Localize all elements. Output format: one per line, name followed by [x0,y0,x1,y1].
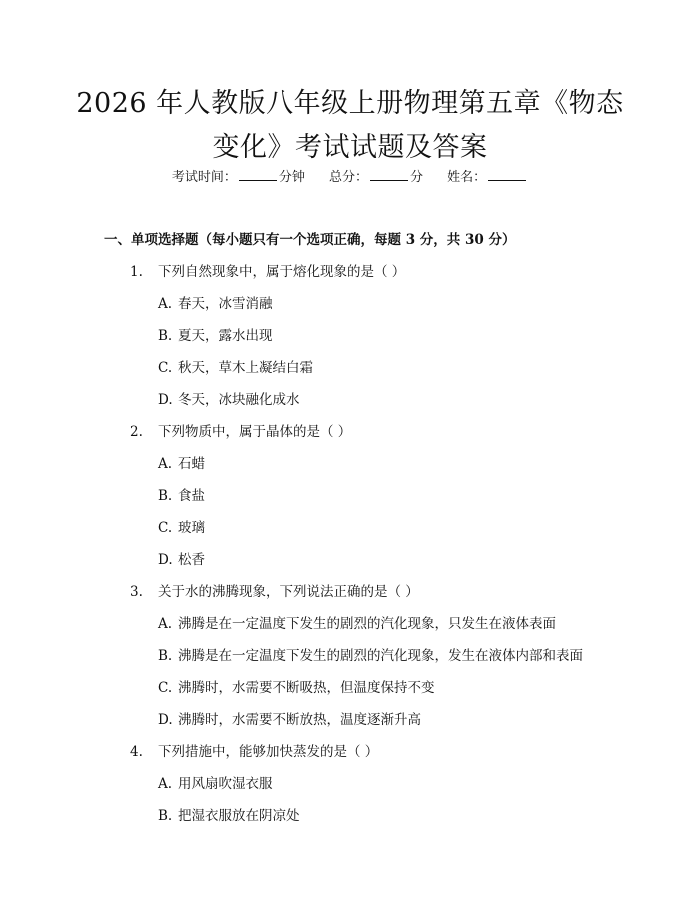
option-letter: C. [158,360,173,376]
option-letter: A. [158,776,173,792]
question-2-option-b [158,486,205,506]
option-text: 石蜡 [178,456,205,472]
option-letter: D. [158,712,173,728]
question-3-option-d [158,710,421,730]
question-4-option-a [158,774,273,794]
exam-info-row [0,168,700,188]
question-2 [130,422,351,442]
question-2-option-c [158,518,205,538]
exam-time-field [172,170,309,185]
question-number: 3. [130,584,143,600]
title-line-2: 变化》考试试题及答案 [212,132,488,163]
option-letter: A. [158,616,173,632]
title-line-1: 2026 年人教版八年级上册物理第五章《物态 [76,88,624,119]
option-text: 秋天，草木上凝结白霜 [178,360,313,376]
question-number: 1. [130,264,143,280]
question-text: 关于水的沸腾现象，下列说法正确的是（ ） [158,584,419,600]
student-name-field [447,170,528,185]
option-letter: D. [158,392,173,408]
option-letter: D. [158,552,173,568]
question-text: 下列自然现象中，属于熔化现象的是（ ） [158,264,406,280]
option-text: 沸腾时，水需要不断放热，温度逐渐升高 [178,712,421,728]
exam-time-label: 考试时间： [171,170,237,185]
question-1-option-c [158,358,313,378]
question-3-option-c [158,678,435,698]
question-number: 4. [130,744,143,760]
total-score-field [329,170,427,185]
option-text: 把湿衣服放在阴凉处 [178,808,300,824]
exam-time-unit: 分钟 [278,170,305,185]
exam-time-blank [239,168,277,181]
question-1-option-d [158,390,300,410]
question-3-option-a [158,614,556,634]
total-score-blank [370,168,408,181]
question-1-option-a [158,294,273,314]
option-letter: B. [158,328,173,344]
total-score-unit: 分 [410,170,424,185]
question-2-option-d [158,550,205,570]
option-letter: B. [158,648,173,664]
option-text: 沸腾是在一定温度下发生的剧烈的汽化现象，发生在液体内部和表面 [178,648,583,664]
question-text: 下列措施中，能够加快蒸发的是（ ） [158,744,379,760]
option-letter: C. [158,680,173,696]
question-3 [130,582,419,602]
question-1 [130,262,405,282]
option-text: 沸腾是在一定温度下发生的剧烈的汽化现象，只发生在液体表面 [178,616,556,632]
question-2-option-a [158,454,205,474]
question-3-option-b [158,646,583,666]
total-score-label: 总分： [328,170,368,185]
option-text: 沸腾时，水需要不断吸热，但温度保持不变 [178,680,435,696]
question-1-option-b [158,326,273,346]
option-text: 食盐 [178,488,205,504]
option-text: 用风扇吹湿衣服 [178,776,273,792]
student-name-label: 姓名： [447,170,487,185]
question-number: 2. [130,424,143,440]
option-letter: A. [158,296,173,312]
option-text: 春天，冰雪消融 [178,296,273,312]
option-text: 夏天，露水出现 [178,328,273,344]
option-text: 冬天，冰块融化成水 [178,392,300,408]
section-heading: 一、单项选择题（每小题只有一个选项正确，每题 3 分，共 30 分） [104,232,516,248]
option-letter: C. [158,520,173,536]
option-text: 玻璃 [178,520,205,536]
option-text: 松香 [178,552,205,568]
option-letter: B. [158,808,173,824]
option-letter: B. [158,488,173,504]
question-text: 下列物质中，属于晶体的是（ ） [158,424,352,440]
document-title [60,82,640,170]
question-4-option-b [158,806,300,826]
question-4 [130,742,378,762]
option-letter: A. [158,456,173,472]
student-name-blank [488,168,526,181]
